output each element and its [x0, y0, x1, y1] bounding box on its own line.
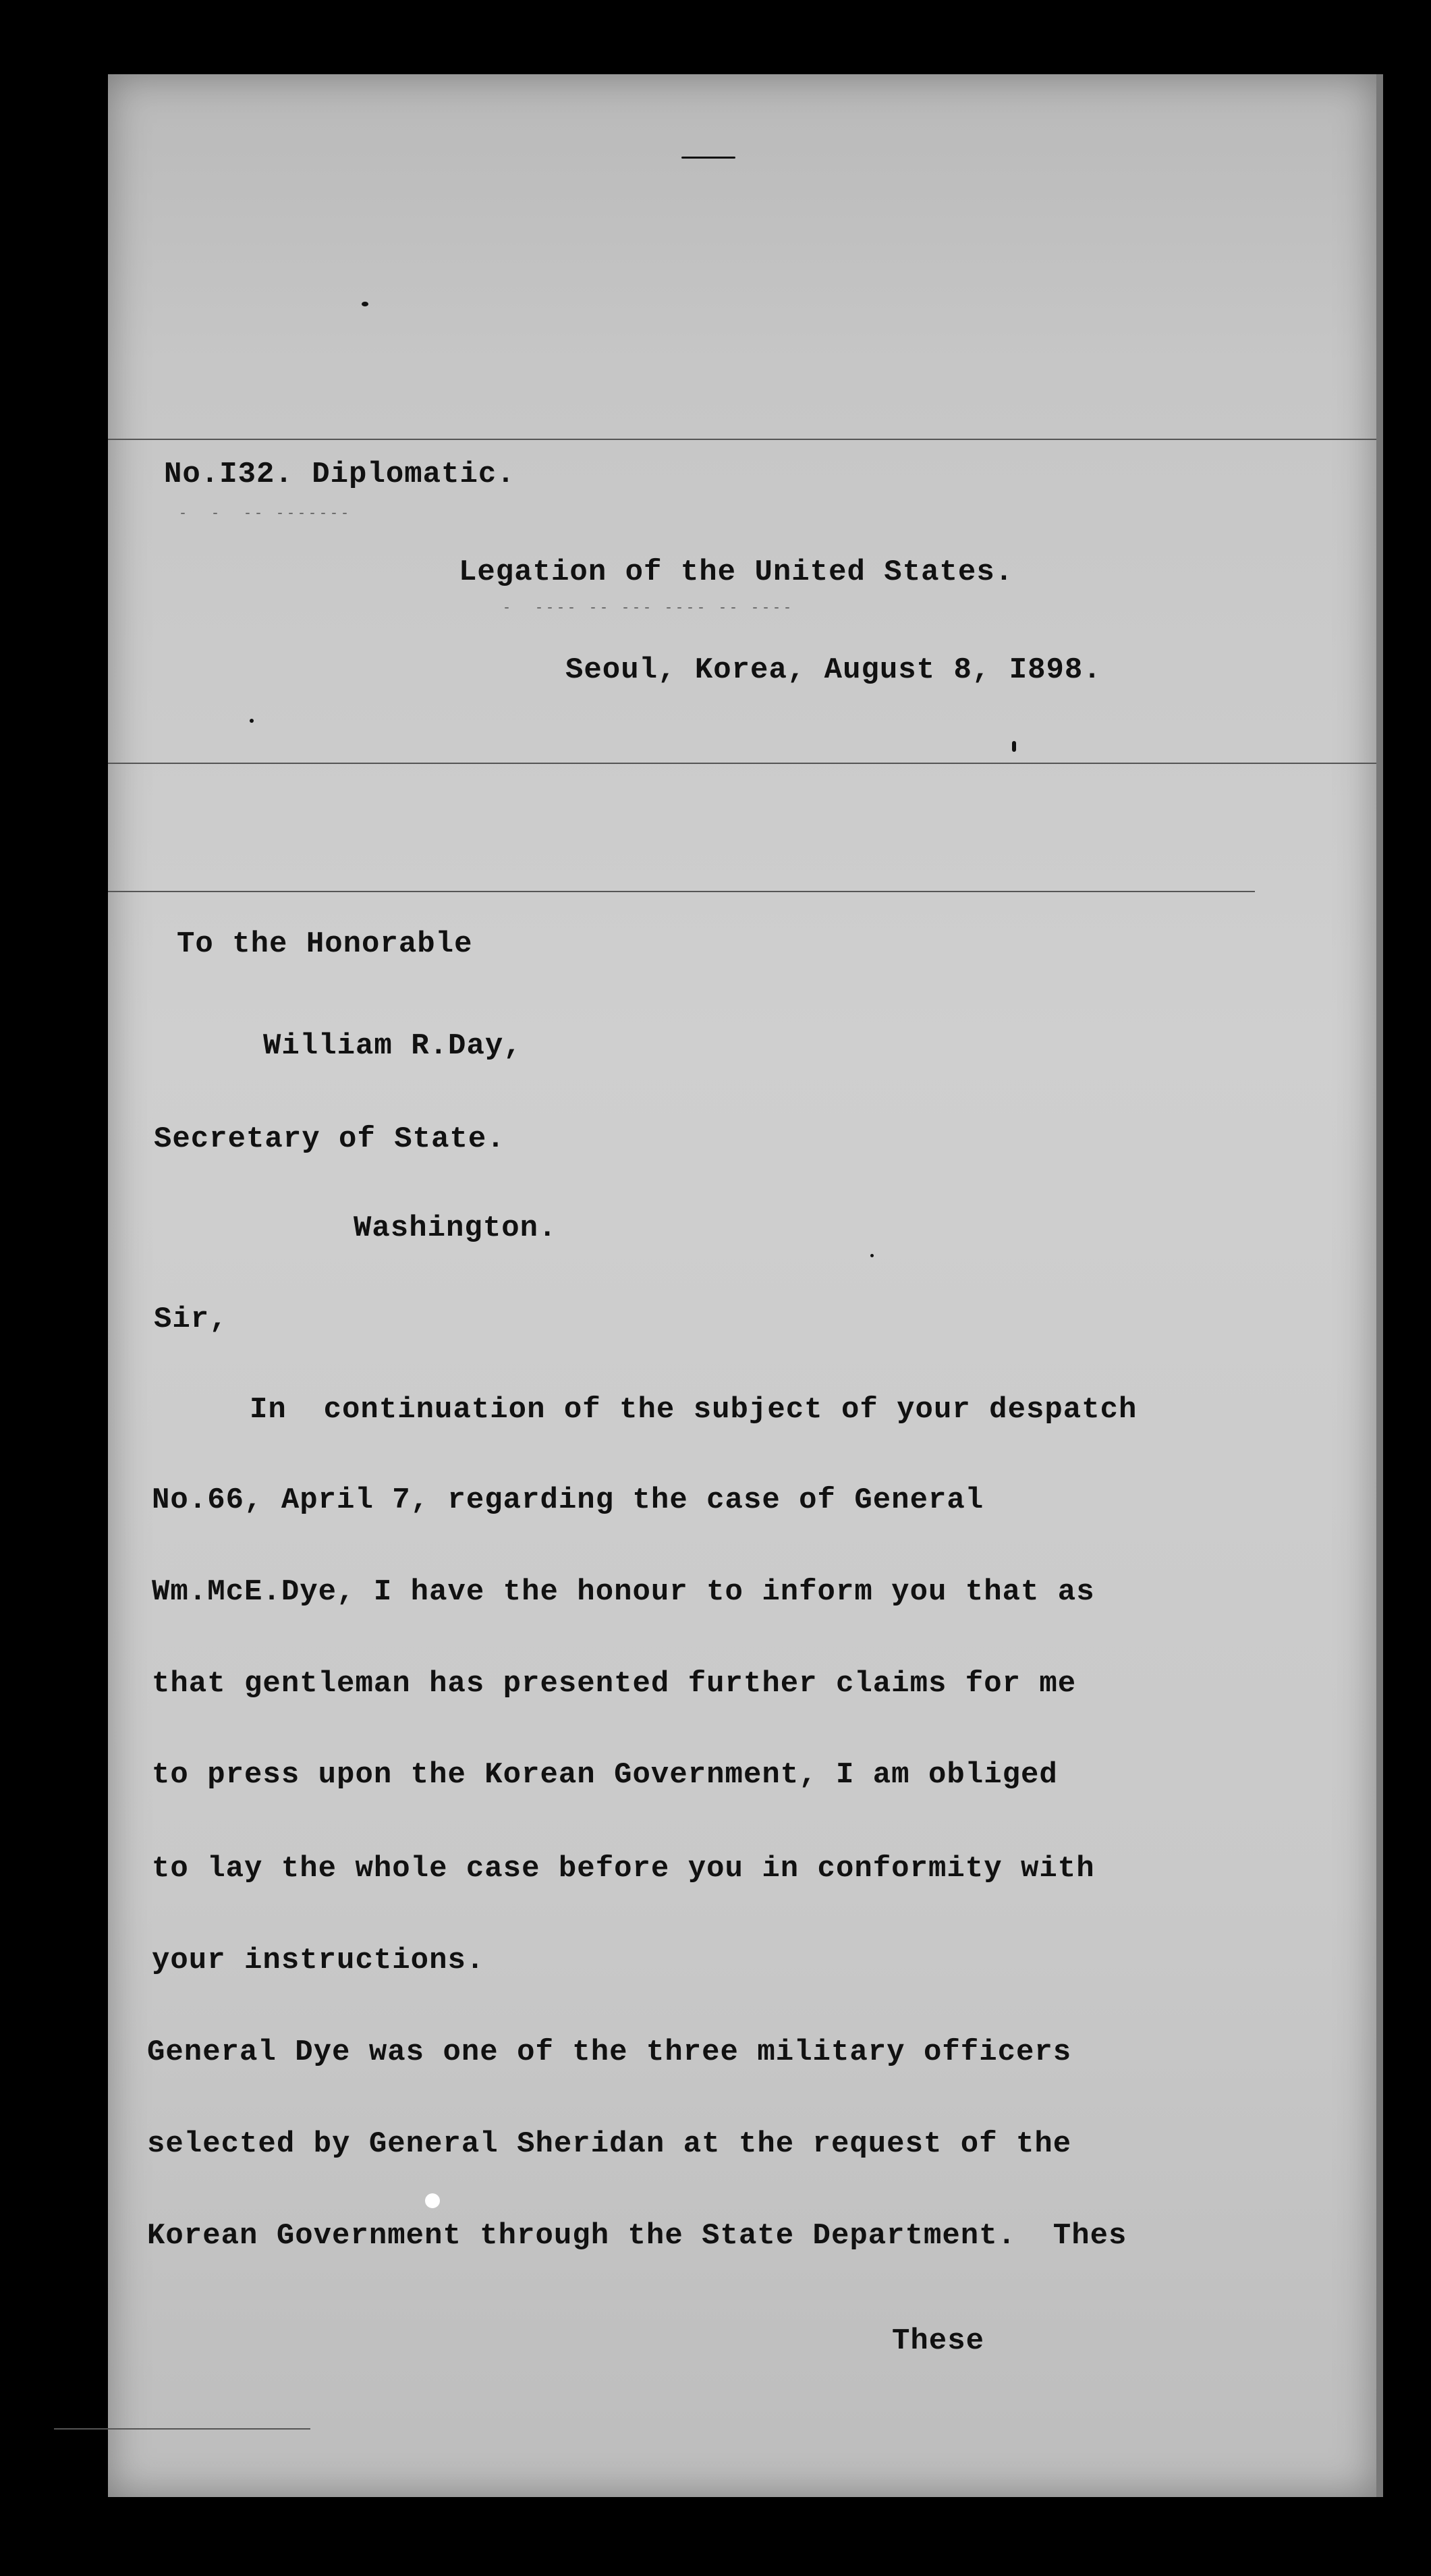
body-line-5: to press upon the Korean Government, I am obliged [152, 1758, 1058, 1792]
fold-line-top [108, 439, 1376, 440]
address-line-1: To the Honorable [177, 927, 473, 961]
body-line-2: No.66, April 7, regarding the case of General [152, 1483, 984, 1517]
smudge-mark: - - -- ------- [179, 506, 352, 522]
smudge-mark-2: - ---- -- --- ---- -- ---- [503, 601, 795, 616]
page-edge [1376, 74, 1383, 2497]
place-date: Seoul, Korea, August 8, I898. [565, 653, 1102, 687]
address-line-4: Washington. [354, 1211, 557, 1245]
legation-heading: Legation of the United States. [459, 555, 1014, 589]
ink-speck [870, 1254, 874, 1257]
body-line-3: Wm.McE.Dye, I have the honour to inform you that as [152, 1575, 1095, 1609]
fold-line-bottom [54, 2428, 310, 2430]
body-line-6: to lay the whole case before you in conformity with [152, 1852, 1095, 1886]
address-line-2: William R.Day, [263, 1029, 522, 1063]
body-line-1: In continuation of the subject of your despatch [250, 1393, 1138, 1427]
ink-speck [1012, 741, 1016, 752]
fold-line-middle [108, 763, 1376, 764]
body-line-4: that gentleman has presented further claims for me [152, 1667, 1077, 1701]
body-line-9: selected by General Sheridan at the request of the [147, 2127, 1072, 2161]
fold-line-lower [108, 891, 1255, 892]
salutation: Sir, [154, 1303, 228, 1336]
address-line-3: Secretary of State. [154, 1122, 505, 1156]
ink-stroke [681, 157, 735, 159]
despatch-number: No.I32. Diplomatic. [164, 458, 515, 491]
ink-speck [250, 719, 254, 723]
catchword: These [892, 2324, 985, 2358]
paper-hole [425, 2193, 440, 2208]
ink-speck [362, 302, 368, 306]
body-line-8: General Dye was one of the three military officers [147, 2035, 1072, 2069]
body-line-7: your instructions. [152, 1944, 485, 1977]
body-line-10: Korean Government through the State Department. Thes [147, 2219, 1127, 2253]
